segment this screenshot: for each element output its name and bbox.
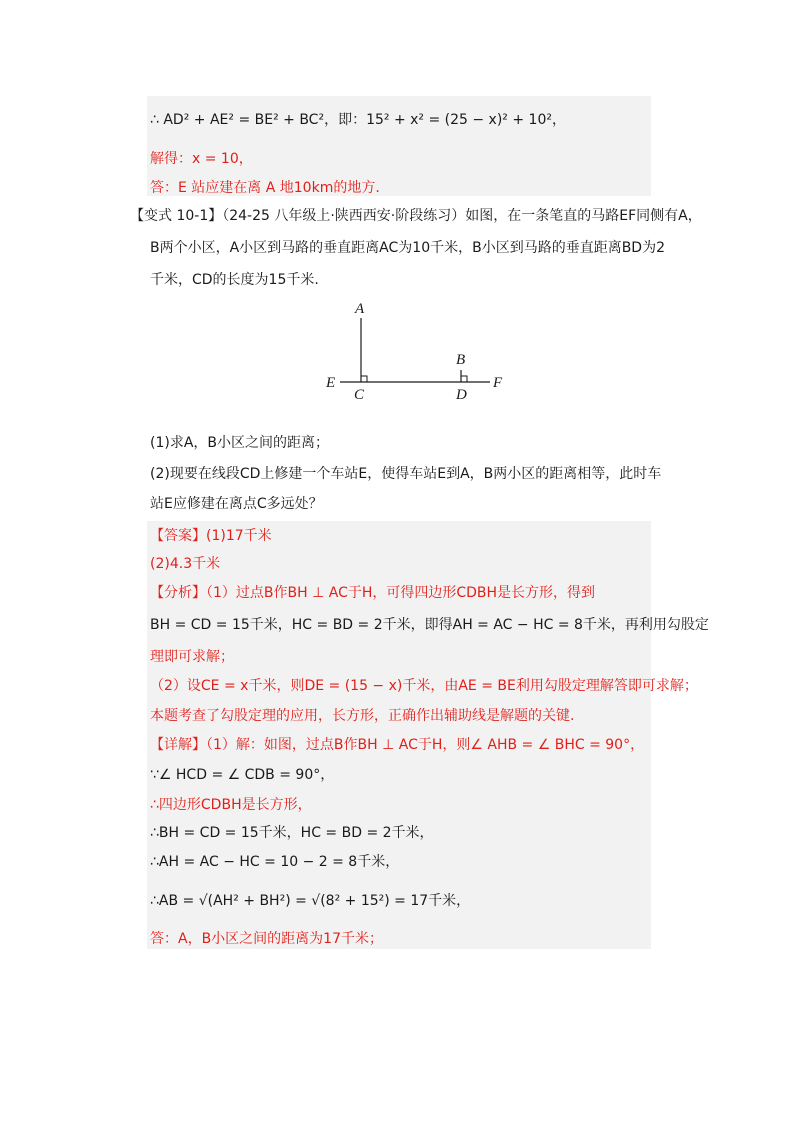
detail-line-1: 【详解】（1）解：如图，过点B作BH ⊥ AC于H，则∠ AHB = ∠ BHC = 90°，: [150, 737, 645, 753]
equation-line: ∴ AD² + AE² = BE² + BC²，即：15² + x² = (25 − x)² + 10²，: [150, 112, 566, 128]
solve-line: 解得：x = 10，: [150, 151, 253, 167]
analysis-line-2: BH = CD = 15千米，HC = BD = 2千米，即得AH = AC − HC = 8千米，再利用勾股定: [150, 617, 709, 633]
problem-line-3: 千米，CD的长度为15千米.: [150, 272, 319, 288]
analysis-line-1: 【分析】（1）过点B作BH ⊥ AC于H，可得四边形CDBH是长方形，得到: [150, 585, 596, 601]
detail-line-7: 答：A，B小区之间的距离为17千米；: [150, 931, 383, 947]
problem-line-1: 【变式 10-1】（24-25 八年级上·陕西西安·阶段练习）如图，在一条笔直的马路EF同侧有A，: [130, 208, 702, 224]
detail-line-4: ∴BH = CD = 15千米，HC = BD = 2千米，: [150, 825, 434, 841]
label-a: A: [355, 301, 365, 317]
label-d: D: [456, 387, 467, 403]
detail-line-2: ∵∠ HCD = ∠ CDB = 90°，: [150, 767, 335, 783]
detail-line-6: ∴AB = √(AH² + BH²) = √(8² + 15²) = 17千米，: [150, 893, 471, 909]
geometry-diagram: [318, 298, 518, 410]
answer-2: (2)4.3千米: [150, 556, 221, 572]
label-b: B: [456, 352, 466, 368]
question-2-line-1: (2)现要在线段CD上修建一个车站E，使得车站E到A，B两小区的距离相等，此时车: [150, 466, 662, 482]
analysis-line-5: 本题考查了勾股定理的应用，长方形，正确作出辅助线是解题的关键.: [150, 708, 575, 724]
analysis-line-3: 理即可求解；: [150, 649, 234, 665]
detail-line-3: ∴四边形CDBH是长方形，: [150, 797, 312, 813]
detail-line-5: ∴AH = AC − HC = 10 − 2 = 8千米，: [150, 854, 400, 870]
answer-line: 答：E 站应建在离 A 地10km的地方.: [150, 180, 380, 196]
right-angle-c: [361, 376, 367, 382]
question-2-line-2: 站E应修建在离点C多远处？: [150, 496, 323, 512]
analysis-line-4: （2）设CE = x千米，则DE = (15 − x)千米，由AE = BE利用勾股定理解答即可求解；: [150, 678, 698, 694]
label-f: F: [493, 375, 503, 391]
answer-1: 【答案】(1)17千米: [150, 528, 272, 544]
label-e: E: [326, 375, 336, 391]
question-1: (1)求A，B小区之间的距离；: [150, 435, 330, 451]
label-c: C: [354, 387, 365, 403]
problem-line-2: B两个小区，A小区到马路的垂直距离AC为10千米，B小区到马路的垂直距离BD为2: [150, 240, 665, 256]
right-angle-d: [461, 376, 467, 382]
